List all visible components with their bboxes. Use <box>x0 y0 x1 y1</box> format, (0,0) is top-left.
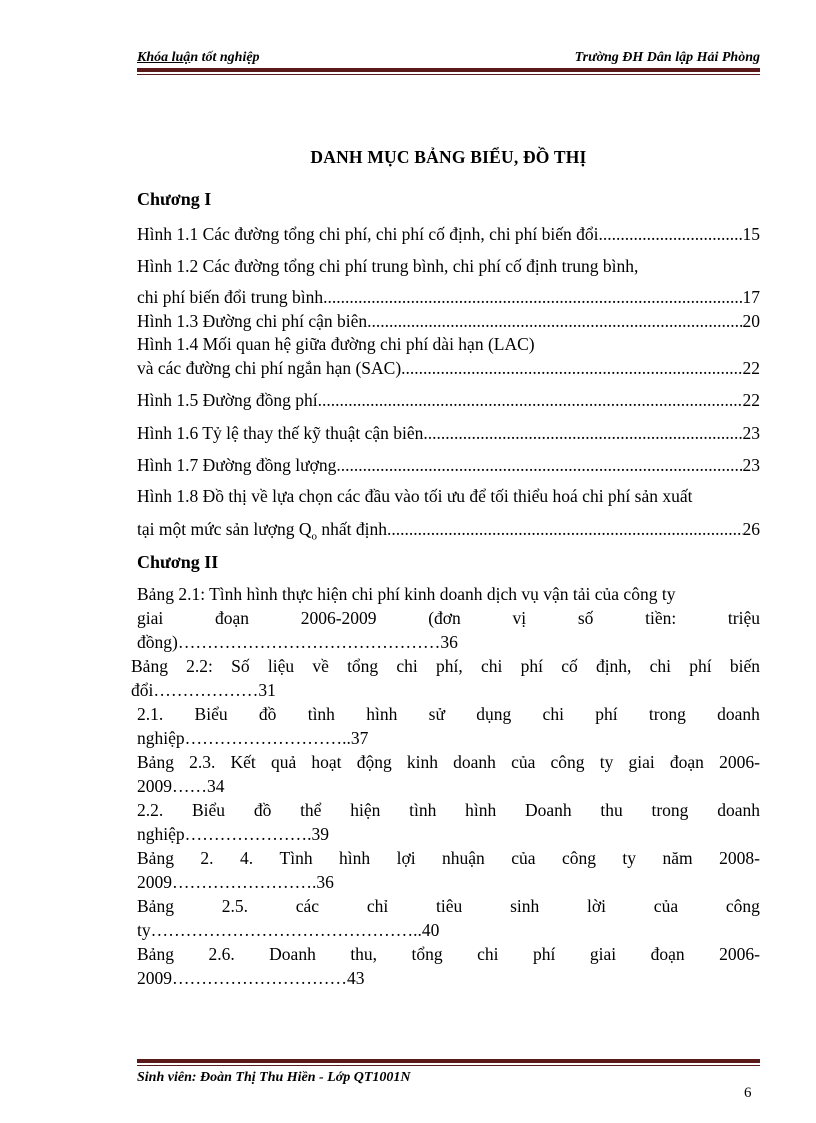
toc-entry: đồng)………………………………………36 <box>137 632 458 652</box>
word: cố <box>561 656 578 676</box>
chapter-2-heading: Chương II <box>137 552 219 572</box>
word: 4. <box>239 848 254 868</box>
word: tổng <box>411 944 443 964</box>
word: tình <box>307 704 335 724</box>
word: hình <box>366 704 398 724</box>
word: phí <box>595 704 618 724</box>
toc-entry: Hình 1.8 Đồ thị về lựa chọn các đầu vào tối ưu để tối thiểu hoá chi phí sản xuất <box>137 486 693 506</box>
toc-entry <box>137 800 760 821</box>
word: Doanh <box>269 944 316 964</box>
word: trong <box>651 800 689 820</box>
running-header <box>137 50 760 68</box>
word: Biểu <box>192 800 226 820</box>
word: (đơn <box>428 608 461 628</box>
word: đồ <box>258 704 277 724</box>
word: phí <box>520 656 543 676</box>
word: đoạn <box>669 752 704 772</box>
toc-entry: Hình 1.1 Các đường tổng chi phí, chi phí cố định, chi phí biến đổi ..... 15 <box>137 224 760 245</box>
word: ty <box>622 848 637 868</box>
word: 2006- <box>719 752 760 772</box>
footer-rule-thin <box>137 1065 760 1066</box>
word: chỉ <box>366 896 389 916</box>
word: dụng <box>476 704 512 724</box>
header-left-bold: Khóa luậ <box>137 50 191 65</box>
word: hoạt <box>311 752 342 772</box>
word: Doanh <box>524 800 572 820</box>
word: hình <box>339 848 371 868</box>
toc-entry: Hình 1.4 Mối quan hệ giữa đường chi phí dài hạn (LAC) <box>137 334 535 354</box>
word: 2006- <box>719 944 760 964</box>
word: công <box>561 848 596 868</box>
word: giai <box>628 752 655 772</box>
word: đồ <box>253 800 272 820</box>
word: hình <box>465 800 497 820</box>
word: hiện <box>350 800 381 820</box>
toc-entry: và các đường chi phí ngắn hạn (SAC). ..... 22 <box>137 358 760 379</box>
word: ty <box>599 752 614 772</box>
word: đoạn <box>214 608 249 628</box>
word: lợi <box>396 848 416 868</box>
toc-entry <box>131 656 760 677</box>
word: Bảng <box>137 944 174 964</box>
word: thể <box>300 800 322 820</box>
toc-entry <box>137 608 760 629</box>
word: sử <box>428 704 445 724</box>
word: Bảng <box>131 656 168 676</box>
word: công <box>725 896 760 916</box>
word: của <box>511 752 536 772</box>
toc-entry: 2009…………………………43 <box>137 968 365 988</box>
word: chi <box>542 704 564 724</box>
word: chi <box>480 656 503 676</box>
toc-entry: 2009……34 <box>137 776 225 796</box>
word: 2.3. <box>189 752 216 772</box>
toc-entry: Bảng 2.1: Tình hình thực hiện chi phí kinh doanh dịch vụ vận tải của công ty <box>137 584 676 604</box>
word: phí <box>689 656 712 676</box>
word: doanh <box>453 752 496 772</box>
header-right: Trường ĐH Dân lập Hải Phòng <box>574 50 760 65</box>
toc-entry: Hình 1.3 Đường chi phí cận biên ..... 20 <box>137 311 760 332</box>
header-rule-thin <box>137 74 760 75</box>
word: tình <box>409 800 437 820</box>
toc-entry: đổi………………31 <box>131 680 276 700</box>
word: vị <box>512 608 527 628</box>
toc-entry: Hình 1.6 Tỷ lệ thay thế kỹ thuật cận biên. ..... 23 <box>137 423 760 444</box>
word: thu, <box>350 944 378 964</box>
word: doanh <box>717 704 760 724</box>
word: Kết <box>230 752 256 772</box>
word: các <box>295 896 320 916</box>
word: tiêu <box>436 896 463 916</box>
word: 2. <box>200 848 214 868</box>
word: đoạn <box>650 944 685 964</box>
word: của <box>511 848 536 868</box>
toc-entry: Hình 1.5 Đường đồng phí. ..... 22 <box>137 390 760 411</box>
word: tổng <box>347 656 379 676</box>
word: Bảng <box>137 896 174 916</box>
word: phí <box>533 944 556 964</box>
word: 2.6. <box>208 944 235 964</box>
word: 2.5. <box>221 896 248 916</box>
word: Biểu <box>194 704 228 724</box>
toc-entry: nghiệp………………………..37 <box>137 728 369 748</box>
word: định, <box>595 656 632 676</box>
word: về <box>312 656 329 676</box>
header-left <box>137 50 260 66</box>
word: biến <box>729 656 760 676</box>
word: 2.2. <box>137 800 164 820</box>
toc-entry <box>137 704 760 725</box>
word: trong <box>648 704 686 724</box>
word: lời <box>587 896 607 916</box>
toc-entry: chi phí biến đổi trung bình ..... 17 <box>137 287 760 308</box>
toc-entry: nghiệp………………….39 <box>137 824 330 844</box>
word: Bảng <box>137 752 174 772</box>
toc-entry: Hình 1.2 Các đường tổng chi phí trung bình, chi phí cố định trung bình, <box>137 256 639 276</box>
footer-rule <box>137 1059 760 1063</box>
word: 2.1. <box>137 704 164 724</box>
header-rule <box>137 68 760 72</box>
word: chi <box>649 656 672 676</box>
header-left-rest: n tốt nghiệp <box>190 50 260 65</box>
toc-entry <box>137 848 760 869</box>
toc-entry: 2009…………………….36 <box>137 872 334 892</box>
word: năm <box>662 848 693 868</box>
word: liệu <box>267 656 295 676</box>
footer-student: Sinh viên: Đoàn Thị Thu Hiền - Lớp QT1001N <box>137 1070 411 1085</box>
word: doanh <box>717 800 760 820</box>
word: 2.2: <box>186 656 213 676</box>
word: giai <box>137 608 164 628</box>
word: 2006-2009 <box>300 608 377 628</box>
chapter-1-heading: Chương I <box>137 189 212 209</box>
word: nhuận <box>442 848 485 868</box>
toc-entry: Hình 1.7 Đường đồng lượng. ..... 23 <box>137 455 760 476</box>
word: triệu <box>727 608 760 628</box>
word: Bảng <box>137 848 174 868</box>
word: của <box>653 896 679 916</box>
toc-entry: ty………………………………………..40 <box>137 920 440 940</box>
word: quả <box>270 752 297 772</box>
word: kinh <box>406 752 438 772</box>
word: sinh <box>510 896 540 916</box>
word: tiền: <box>645 608 677 628</box>
word: chi <box>396 656 418 676</box>
word: thu <box>600 800 623 820</box>
word: 2008- <box>719 848 760 868</box>
page-title: DANH MỤC BẢNG BIỂU, ĐỒ THỊ <box>310 147 587 167</box>
page-number: 6 <box>744 1085 752 1101</box>
word: phí, <box>436 656 463 676</box>
word: Số <box>231 656 250 676</box>
word: Tình <box>279 848 313 868</box>
word: chi <box>477 944 499 964</box>
word: giai <box>589 944 617 964</box>
toc-entry <box>137 944 760 965</box>
word: công <box>550 752 585 772</box>
word: số <box>577 608 594 628</box>
toc-entry: tại một mức sản lượng $Q_o$ nhất định. ..... 26 <box>137 519 760 543</box>
toc-entry <box>137 896 760 917</box>
toc-entry <box>137 752 760 773</box>
word: động <box>356 752 392 772</box>
